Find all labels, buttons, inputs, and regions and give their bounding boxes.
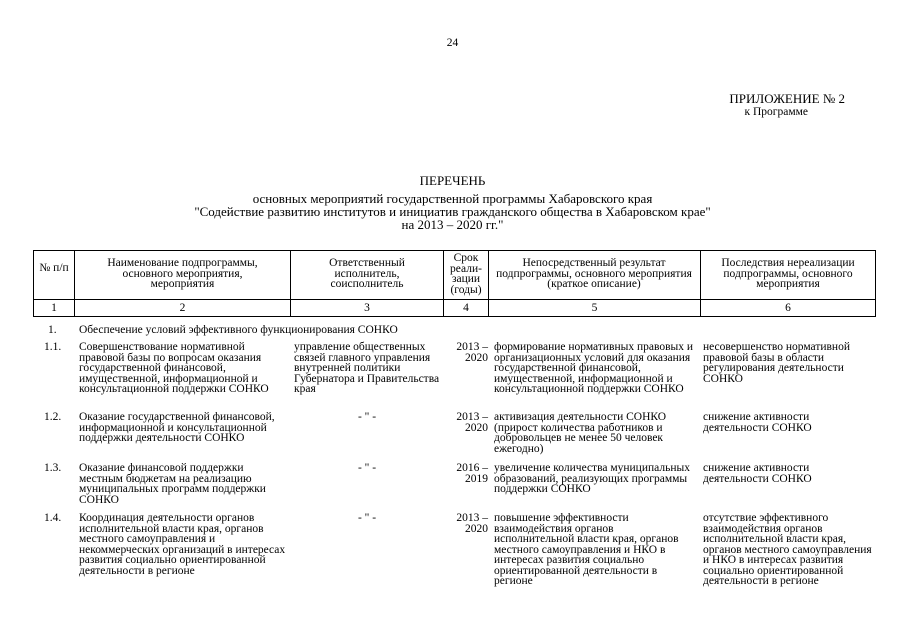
row-num: 1.3. [44, 462, 62, 474]
heading-line2: "Содействие развитию институтов и инициатив гражданского общества в Хабаровском крае" [194, 204, 711, 219]
header-result: Непосредственный результат подпрограммы, основного мероприятия (краткое описание) [496, 257, 692, 290]
column-number: 6 [785, 302, 791, 314]
row-name: Оказание финансовой поддержки местным бюджетам на реализацию муниципальных программ поддержки СОНКО [79, 462, 266, 506]
row-executor: - " - [357, 462, 377, 474]
column-number: 1 [51, 302, 57, 314]
row-term: 2013 – 2020 [456, 341, 488, 364]
row-num: 1.2. [44, 411, 62, 423]
row-consequences: несовершенство нормативной правовой базы в области регулирования деятельности СОНКО [703, 341, 850, 385]
column-number: 5 [591, 302, 598, 314]
row-name: Координация деятельности органов исполнительной власти края, органов местного самоуправления и некоммерческих организаций в интересах развития социально ориентированной деятельности в регионе [79, 512, 286, 577]
header-num: № п/п [39, 262, 69, 274]
row-term: 2013 – 2020 [456, 411, 488, 434]
heading-line3: на 2013 – 2020 гг." [401, 217, 504, 232]
row-result: формирование нормативных правовых и организационных условий для оказания государственной финансовой, имущественной, информационной и консультационной поддержки СОНКО [494, 341, 694, 395]
page-number: 24 [446, 37, 459, 49]
appendix-title: ПРИЛОЖЕНИЕ № 2 [729, 91, 845, 106]
row-executor: управление общественных связей главного управления внутренней политики Губернатора и Правительства края [294, 341, 440, 395]
header-consequences: Последствия нереализации подпрограммы, основного мероприятия [721, 257, 855, 290]
row-result: увеличение количества муниципальных образований, реализующих программы поддержки СОНКО [494, 462, 690, 495]
header-executor: Ответственный исполнитель, соисполнитель [329, 257, 405, 290]
section-title: Обеспечение условий эффективного функционирования СОНКО [79, 324, 398, 336]
row-consequences: снижение активности деятельности СОНКО [703, 411, 812, 434]
header-name: Наименование подпрограммы, основного мероприятия, мероприятия [107, 257, 258, 290]
heading-title: ПЕРЕЧЕНЬ [419, 173, 486, 188]
column-number: 2 [179, 302, 186, 314]
column-number: 4 [463, 302, 469, 314]
row-name: Оказание государственной финансовой, информационной и консультационной поддержки деятельности СОНКО [79, 411, 275, 444]
section-number: 1. [48, 324, 57, 336]
row-term: 2016 – 2019 [456, 462, 488, 485]
row-executor: - " - [357, 512, 377, 524]
row-result: активизация деятельности СОНКО (прирост количества работников и добровольцев не менее 50 человек ежегодно) [494, 411, 667, 455]
row-result: повышение эффективности взаимодействия органов исполнительной власти края, органов местного самоуправления и НКО в интересах развития социально ориентированной деятельности в регионе [494, 512, 679, 587]
row-num: 1.4. [44, 512, 62, 524]
row-consequences: снижение активности деятельности СОНКО [703, 462, 812, 485]
header-term: Срок реали-зации (годы) [450, 252, 482, 296]
row-num: 1.1. [44, 341, 62, 353]
row-term: 2013 – 2020 [456, 512, 488, 535]
row-consequences: отсутствие эффективного взаимодействия органов исполнительной власти края, органов местного самоуправления и НКО в интересах развития социально ориентированной деятельности в регионе [703, 512, 872, 587]
appendix-subtitle: к Программе [744, 106, 808, 118]
column-number: 3 [364, 302, 370, 314]
heading-line1: основных мероприятий государственной программы Хабаровского края [252, 191, 653, 206]
row-name: Совершенствование нормативной правовой базы по вопросам оказания государственной финансовой, имущественной, информационной и консультационной поддержки СОНКО [79, 341, 269, 395]
row-executor: - " - [357, 411, 377, 423]
